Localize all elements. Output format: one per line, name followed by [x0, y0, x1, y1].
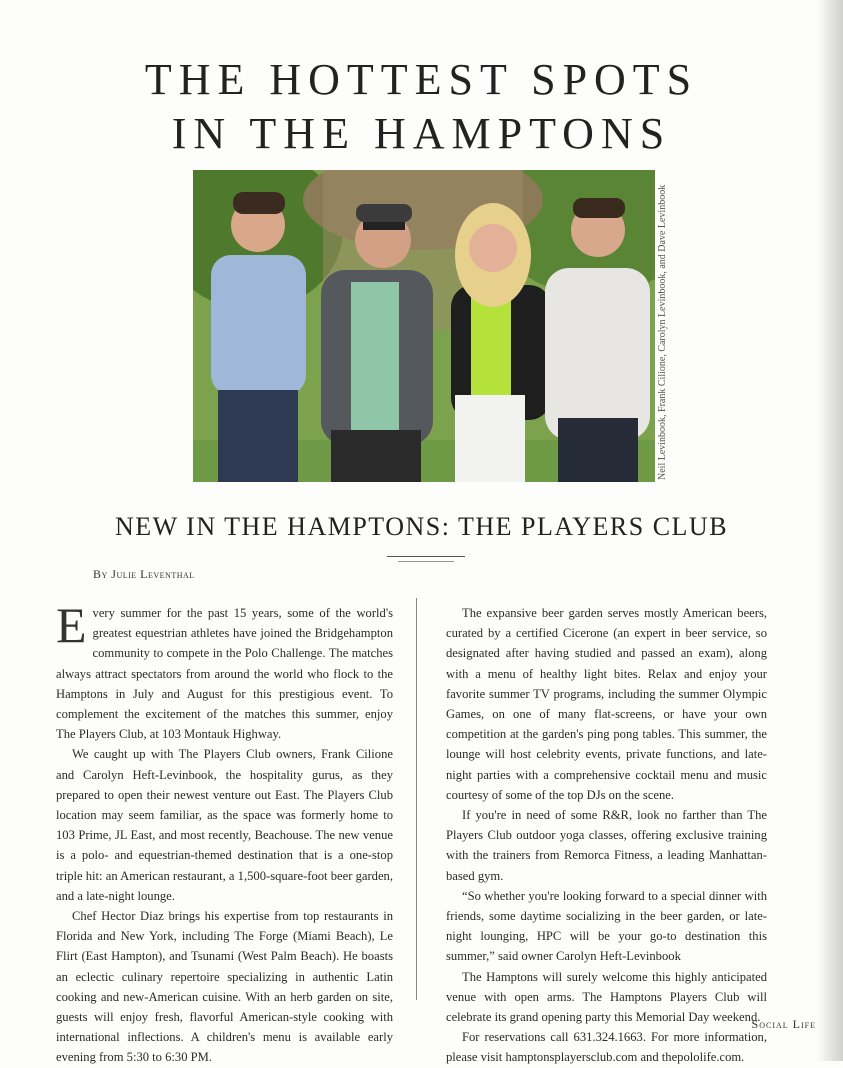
paragraph-text: very summer for the past 15 years, some of the world's greatest equestrian athletes have joined the Bridgehampton community to compete in the Polo Challenge. The matches always attract spectators from around the world who flock to the Hamptons in July and August for this prestigious event. To complement the excitement of the matches this summer, enjoy The Players Club, at 103 Montauk Highway. [56, 606, 393, 742]
section-footer: Social Life [751, 1017, 816, 1031]
left-column [56, 597, 393, 1068]
subheading-rule [387, 556, 465, 557]
paragraph: If you're in need of some R&R, look no farther than The Players Club outdoor yoga classes, offering exclusive training with the trainers from Remorca Fitness, a leading Manhattan-based gym. [446, 808, 767, 883]
group-photo [193, 170, 655, 482]
paragraph: Chef Hector Diaz brings his expertise from top restaurants in Florida and New York, including The Forge (Miami Beach), Le Flirt (East Hampton), and Tsunami (West Palm Beach). He boasts an eclectic culinary repertoire specializing in authentic Latin cooking and new-American cuisine. With an herb garden on site, guests will enjoy fresh, flavorful American-style cooking with international inflections. A children's menu is available early evening from 5:30 to 6:30 PM. [56, 909, 393, 1065]
article-title-line-1: THE HOTTEST SPOTS [144, 55, 699, 104]
paragraph [56, 597, 393, 744]
column-divider [416, 598, 417, 1000]
byline: By Julie Leventhal [93, 567, 195, 581]
photo-credit-text: Neil Levinbook, Frank Cilione, Carolyn Levinbook, and Dave Levinbook [657, 184, 668, 480]
paragraph: The expansive beer garden serves mostly American beers, curated by a certified Cicerone (an expert in beer service, so designated after having studied and passed an exam), along with a menu of healthy light bites. Relax and enjoy your favorite summer TV programs, including the summer Olympic Games, on one of many flat-screens, or have your own competition at the garden's ping pong tables. This summer, the lounge will host celebrity events, private functions, and late-night parties with a comprehensive cocktail menu and music courtesy of some of the top DJs on the scene. [446, 606, 767, 802]
article-title-line-2: IN THE HAMPTONS [171, 109, 672, 158]
paragraph: “So whether you're looking forward to a special dinner with friends, some daytime socializing in the beer garden, or late-night lounging, HPC will be your go-to destination this summer,” said owner Carolyn Heft-Levinbook [446, 888, 767, 964]
drop-cap: E [56, 597, 87, 653]
paragraph: The Hamptons will surely welcome this highly anticipated venue with open arms. The Hamptons Players Club will celebrate its grand opening party this Memorial Day weekend. [446, 969, 767, 1025]
right-column [446, 603, 767, 1068]
group-photo-illustration [193, 170, 655, 482]
photo-credit [655, 170, 675, 482]
paragraph: For reservations call 631.324.1663. For more information, please visit hamptonsplayersclub.com and thepololife.com. [446, 1030, 767, 1065]
article-subheading: NEW IN THE HAMPTONS: THE PLAYERS CLUB [114, 512, 729, 541]
subheading-rule-secondary [398, 561, 454, 562]
paragraph: We caught up with The Players Club owners, Frank Cilione and Carolyn Heft-Levinbook, the hospitality gurus, as they prepared to open their newest venture out East. The Players Club location may seem familiar, as the space was formerly home to 103 Prime, JL East, and most recently, Beachouse. The new venue is a polo- and equestrian-themed destination that is a one-stop triple hit: an American restaurant, a 1,500-square-foot beer garden, and a late-night lounge. [56, 747, 393, 903]
